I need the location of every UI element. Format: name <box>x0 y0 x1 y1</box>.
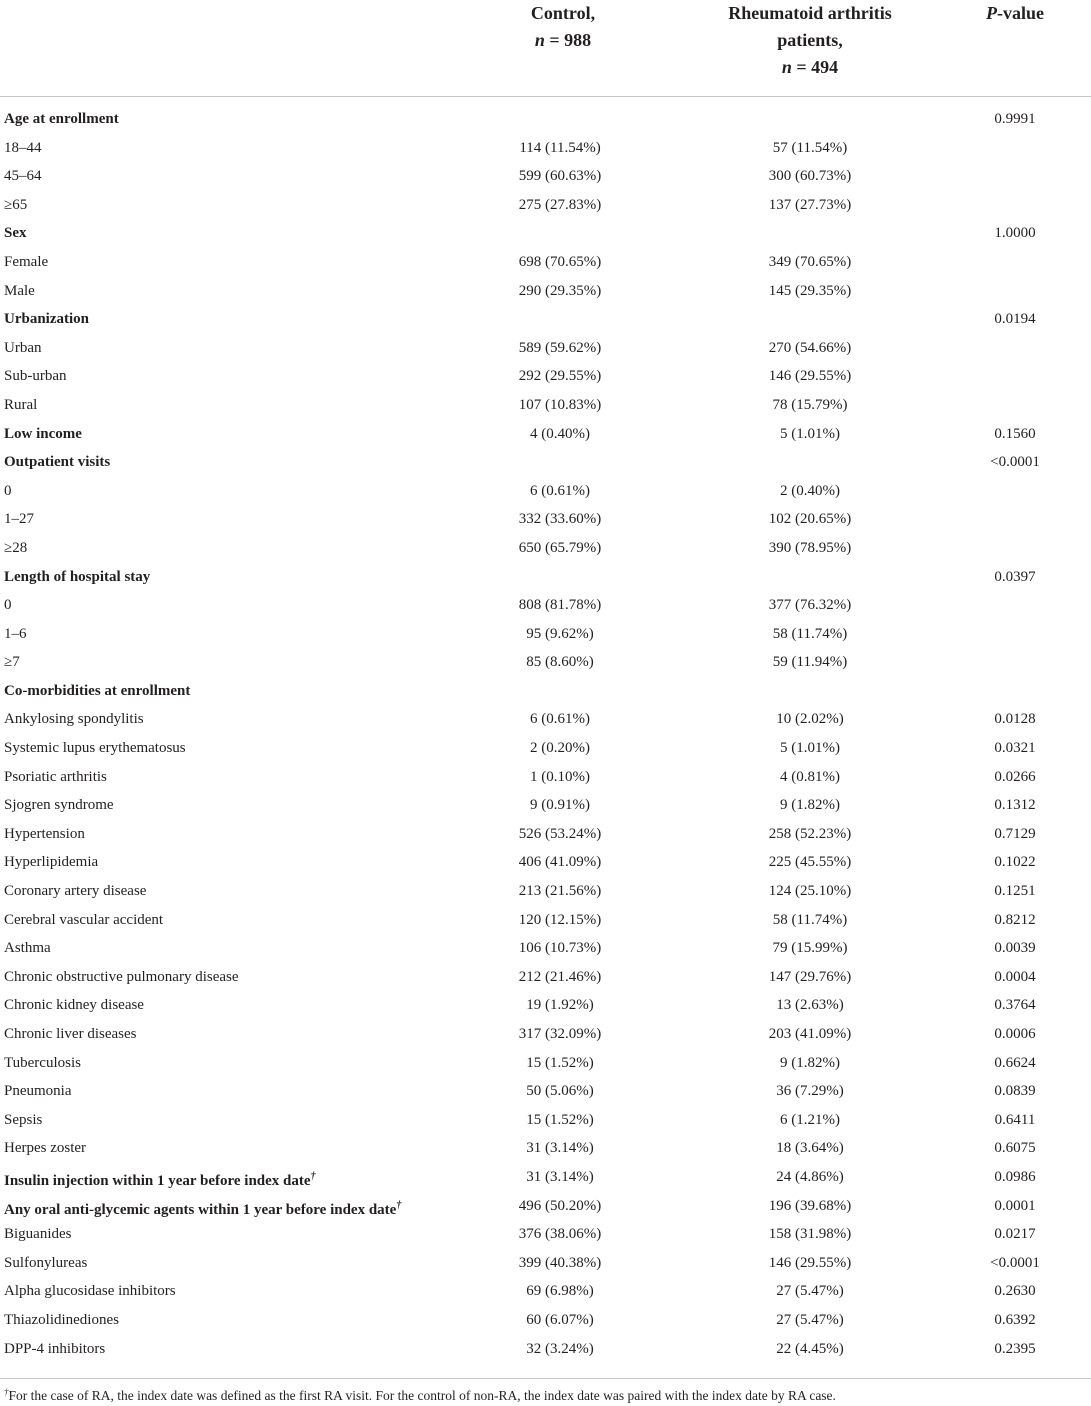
row-label: Length of hospital stay <box>4 568 151 585</box>
ra-value: 158 (31.98%) <box>768 1226 852 1243</box>
row-label: 0 <box>4 482 12 499</box>
p-value: 0.6075 <box>994 1140 1036 1157</box>
ra-value: 13 (2.63%) <box>776 997 844 1014</box>
row-label: Pneumonia <box>4 1083 72 1100</box>
row-label: Chronic obstructive pulmonary disease <box>4 968 239 985</box>
control-value: 698 (70.65%) <box>518 253 602 270</box>
row-label: Chronic liver diseases <box>4 1026 137 1042</box>
column-header-ra <box>700 0 920 81</box>
row-label: Age at enrollment <box>4 111 119 127</box>
p-value: 0.0397 <box>994 568 1036 585</box>
row-label: Male <box>4 282 35 299</box>
control-value: 650 (65.79%) <box>518 539 602 556</box>
table-row <box>0 705 1091 734</box>
row-label: Biguanides <box>4 1226 72 1243</box>
ra-value: 258 (52.23%) <box>768 825 852 842</box>
table-row <box>0 1335 1091 1364</box>
control-value: 376 (38.06%) <box>518 1226 602 1243</box>
table-row <box>0 420 1091 449</box>
ra-value: 58 (11.74%) <box>772 911 848 928</box>
table-row <box>0 505 1091 534</box>
control-header-line1: Control, <box>530 3 596 23</box>
control-value: 332 (33.60%) <box>518 511 602 528</box>
ra-value: 2 (0.40%) <box>780 482 840 499</box>
row-label: Psoriatic arthritis <box>4 768 107 785</box>
row-label: Any oral anti-glycemic agents within 1 year before index date† <box>4 1199 402 1218</box>
row-label: 1–6 <box>4 625 27 642</box>
table-row <box>0 1277 1091 1306</box>
row-label: Urbanization <box>4 311 90 328</box>
control-value: 95 (9.62%) <box>526 625 594 642</box>
table-row <box>0 677 1091 706</box>
control-value: 526 (53.24%) <box>518 825 602 842</box>
ra-value: 9 (1.82%) <box>780 797 840 814</box>
dagger-mark: † <box>310 1170 316 1182</box>
row-label: Chronic kidney disease <box>4 997 144 1014</box>
p-value: 0.0128 <box>994 711 1036 728</box>
control-value: 50 (5.06%) <box>526 1083 594 1100</box>
row-label: Tuberculosis <box>4 1054 81 1071</box>
p-value: 0.0986 <box>994 1168 1036 1185</box>
table-header <box>0 0 1091 97</box>
ra-value: 27 (5.47%) <box>776 1311 844 1328</box>
p-value: 0.7129 <box>994 825 1036 842</box>
row-label: Sjogren syndrome <box>4 797 114 814</box>
control-value: 9 (0.91%) <box>530 797 590 814</box>
table-row <box>0 391 1091 420</box>
table-row <box>0 362 1091 391</box>
p-value: 0.6392 <box>994 1311 1036 1328</box>
table-row <box>0 248 1091 277</box>
ra-value: 36 (7.29%) <box>776 1083 844 1100</box>
p-value: 0.0266 <box>994 768 1036 785</box>
table-row <box>0 1249 1091 1278</box>
ra-value: 377 (76.32%) <box>768 597 852 614</box>
ra-value: 300 (60.73%) <box>768 168 852 185</box>
control-value: 317 (32.09%) <box>518 1026 602 1042</box>
ra-value: 147 (29.76%) <box>768 968 852 985</box>
control-value: 107 (10.83%) <box>518 396 602 413</box>
control-value: 6 (0.61%) <box>530 711 590 728</box>
ra-value: 124 (25.10%) <box>768 883 852 900</box>
table-row <box>0 1049 1091 1078</box>
column-header-control <box>488 0 638 54</box>
row-label: Herpes zoster <box>4 1140 87 1157</box>
table-footnote <box>4 1383 836 1405</box>
row-label: Asthma <box>4 940 51 957</box>
ra-value: 146 (29.55%) <box>768 368 852 385</box>
control-value: 114 (11.54%) <box>519 139 601 156</box>
table-row <box>0 1077 1091 1106</box>
row-label: 0 <box>4 597 12 614</box>
row-label: Sepsis <box>4 1111 43 1128</box>
ra-value: 137 (27.73%) <box>768 196 852 213</box>
ra-value: 6 (1.21%) <box>780 1111 840 1128</box>
p-value: 0.0194 <box>994 311 1036 328</box>
control-value: 106 (10.73%) <box>518 940 602 957</box>
p-value: 0.3764 <box>994 997 1036 1014</box>
ra-value: 349 (70.65%) <box>768 253 852 270</box>
control-value: 212 (21.46%) <box>518 968 602 985</box>
table-row <box>0 219 1091 248</box>
control-value: 399 (40.38%) <box>518 1254 602 1271</box>
ra-value: 146 (29.55%) <box>768 1254 852 1271</box>
row-label: Rural <box>4 396 38 413</box>
control-value: 15 (1.52%) <box>526 1054 594 1071</box>
table-row <box>0 134 1091 163</box>
p-value: 0.6411 <box>994 1111 1036 1128</box>
ra-header-line2: patients, <box>777 30 843 50</box>
control-value: 32 (3.24%) <box>526 1340 594 1357</box>
footnote-text: For the case of RA, the index date was defined as the first RA visit. For the control of non-RA, the index date was paired with the index date by RA case. <box>8 1388 836 1403</box>
p-value: <0.0001 <box>990 454 1040 471</box>
row-label: Co-morbidities at enrollment <box>4 682 191 699</box>
table-row <box>0 1306 1091 1335</box>
table-row <box>0 848 1091 877</box>
control-value: 290 (29.35%) <box>518 282 602 299</box>
control-value: 120 (12.15%) <box>518 911 602 928</box>
p-value: 0.1251 <box>994 883 1036 900</box>
row-label: Sub-urban <box>4 368 67 385</box>
ra-value: 58 (11.74%) <box>772 625 848 642</box>
table-row <box>0 448 1091 477</box>
row-label: 45–64 <box>4 168 42 185</box>
row-label: ≥7 <box>4 654 20 671</box>
ra-value: 57 (11.54%) <box>772 139 848 156</box>
table-row <box>0 1220 1091 1249</box>
control-header-n: n = 988 <box>534 30 592 50</box>
row-label: Coronary artery disease <box>4 883 147 900</box>
p-value: 0.8212 <box>994 911 1036 928</box>
ra-value: 5 (1.01%) <box>780 740 840 757</box>
row-label: Cerebral vascular accident <box>4 911 164 928</box>
row-label: DPP-4 inhibitors <box>4 1340 106 1357</box>
ra-value: 203 (41.09%) <box>768 1026 852 1042</box>
row-label: Low income <box>4 425 82 442</box>
row-label: Sex <box>4 225 27 242</box>
table-row <box>0 620 1091 649</box>
table-row <box>0 1192 1091 1221</box>
ra-header-n: n = 494 <box>781 57 839 77</box>
table-bottom-rule <box>0 1378 1091 1379</box>
p-value: 0.0001 <box>994 1197 1036 1214</box>
table-row <box>0 1163 1091 1192</box>
row-label: Systemic lupus erythematosus <box>4 740 186 757</box>
table-row <box>0 334 1091 363</box>
table-row <box>0 477 1091 506</box>
column-header-p-value: P-value <box>986 3 1044 23</box>
control-value: 213 (21.56%) <box>518 883 602 900</box>
table-row <box>0 534 1091 563</box>
table-row <box>0 906 1091 935</box>
table-row <box>0 763 1091 792</box>
table-row <box>0 191 1091 220</box>
p-value: 0.9991 <box>994 111 1036 127</box>
ra-value: 59 (11.94%) <box>772 654 848 671</box>
row-label: Insulin injection within 1 year before index date† <box>4 1170 316 1189</box>
table-row <box>0 934 1091 963</box>
control-value: 589 (59.62%) <box>518 339 602 356</box>
row-label: Thiazolidinediones <box>4 1311 119 1328</box>
control-value: 4 (0.40%) <box>530 425 590 442</box>
table-row <box>0 1134 1091 1163</box>
ra-value: 5 (1.01%) <box>780 425 840 442</box>
p-value: 0.1022 <box>994 854 1036 871</box>
ra-value: 27 (5.47%) <box>776 1283 844 1300</box>
table-row <box>0 563 1091 592</box>
table-row <box>0 1020 1091 1049</box>
table-row <box>0 277 1091 306</box>
row-label: Female <box>4 253 49 270</box>
row-label: ≥65 <box>4 196 28 213</box>
table-row <box>0 305 1091 334</box>
ra-value: 196 (39.68%) <box>768 1197 852 1214</box>
ra-value: 225 (45.55%) <box>768 854 852 871</box>
ra-value: 145 (29.35%) <box>768 282 852 299</box>
p-value: 0.6624 <box>994 1054 1036 1071</box>
row-label: Alpha glucosidase inhibitors <box>4 1283 176 1300</box>
ra-value: 102 (20.65%) <box>768 511 852 528</box>
control-value: 31 (3.14%) <box>526 1140 594 1157</box>
ra-value: 24 (4.86%) <box>776 1168 844 1185</box>
table-row <box>0 105 1091 134</box>
control-value: 808 (81.78%) <box>518 597 602 614</box>
table-row <box>0 162 1091 191</box>
row-label: ≥28 <box>4 539 28 556</box>
control-value: 69 (6.98%) <box>526 1283 594 1300</box>
table-row <box>0 1106 1091 1135</box>
p-value: 0.0004 <box>994 968 1036 985</box>
control-value: 60 (6.07%) <box>526 1311 594 1328</box>
control-value: 1 (0.10%) <box>530 768 590 785</box>
p-value: 0.0217 <box>994 1226 1036 1243</box>
ra-header-line1: Rheumatoid arthritis <box>728 3 892 23</box>
control-value: 599 (60.63%) <box>518 168 602 185</box>
ra-value: 22 (4.45%) <box>776 1340 844 1357</box>
control-value: 85 (8.60%) <box>526 654 594 671</box>
row-label: Hypertension <box>4 825 85 842</box>
row-label: Outpatient visits <box>4 454 111 471</box>
row-label: 1–27 <box>4 511 34 528</box>
control-value: 292 (29.55%) <box>518 368 602 385</box>
table-row <box>0 877 1091 906</box>
control-value: 19 (1.92%) <box>526 997 594 1014</box>
ra-value: 9 (1.82%) <box>780 1054 840 1071</box>
p-value: 0.2395 <box>994 1340 1036 1357</box>
dagger-mark: † <box>396 1199 402 1211</box>
row-label: Sulfonylureas <box>4 1254 88 1271</box>
control-value: 31 (3.14%) <box>526 1168 594 1185</box>
ra-value: 10 (2.02%) <box>776 711 844 728</box>
table-row <box>0 648 1091 677</box>
table-row <box>0 963 1091 992</box>
table-row <box>0 991 1091 1020</box>
ra-value: 270 (54.66%) <box>768 339 852 356</box>
row-label: 18–44 <box>4 139 42 156</box>
ra-value: 18 (3.64%) <box>776 1140 844 1157</box>
p-value: 0.0321 <box>994 740 1036 757</box>
table-row <box>0 791 1091 820</box>
table-row <box>0 820 1091 849</box>
p-value: 0.0039 <box>994 940 1036 957</box>
ra-value: 79 (15.99%) <box>772 940 848 957</box>
table-row <box>0 591 1091 620</box>
p-value: 0.1560 <box>994 425 1036 442</box>
p-value: 0.0006 <box>994 1026 1036 1042</box>
control-value: 406 (41.09%) <box>518 854 602 871</box>
p-value: 0.1312 <box>994 797 1036 814</box>
control-value: 496 (50.20%) <box>518 1197 602 1214</box>
table-row <box>0 734 1091 763</box>
control-value: 15 (1.52%) <box>526 1111 594 1128</box>
control-value: 2 (0.20%) <box>530 740 590 757</box>
p-value: 1.0000 <box>994 225 1036 242</box>
row-label: Hyperlipidemia <box>4 854 99 871</box>
p-value: 0.0839 <box>994 1083 1036 1100</box>
ra-value: 390 (78.95%) <box>768 539 852 556</box>
control-value: 6 (0.61%) <box>530 482 590 499</box>
table-body <box>0 105 1091 1363</box>
ra-value: 4 (0.81%) <box>780 768 840 785</box>
footnote-dagger: † <box>4 1387 9 1397</box>
row-label: Urban <box>4 339 42 356</box>
ra-value: 78 (15.79%) <box>772 396 848 413</box>
control-value: 275 (27.83%) <box>518 196 602 213</box>
p-value: <0.0001 <box>990 1254 1040 1271</box>
p-value: 0.2630 <box>994 1283 1036 1300</box>
row-label: Ankylosing spondylitis <box>4 711 144 728</box>
